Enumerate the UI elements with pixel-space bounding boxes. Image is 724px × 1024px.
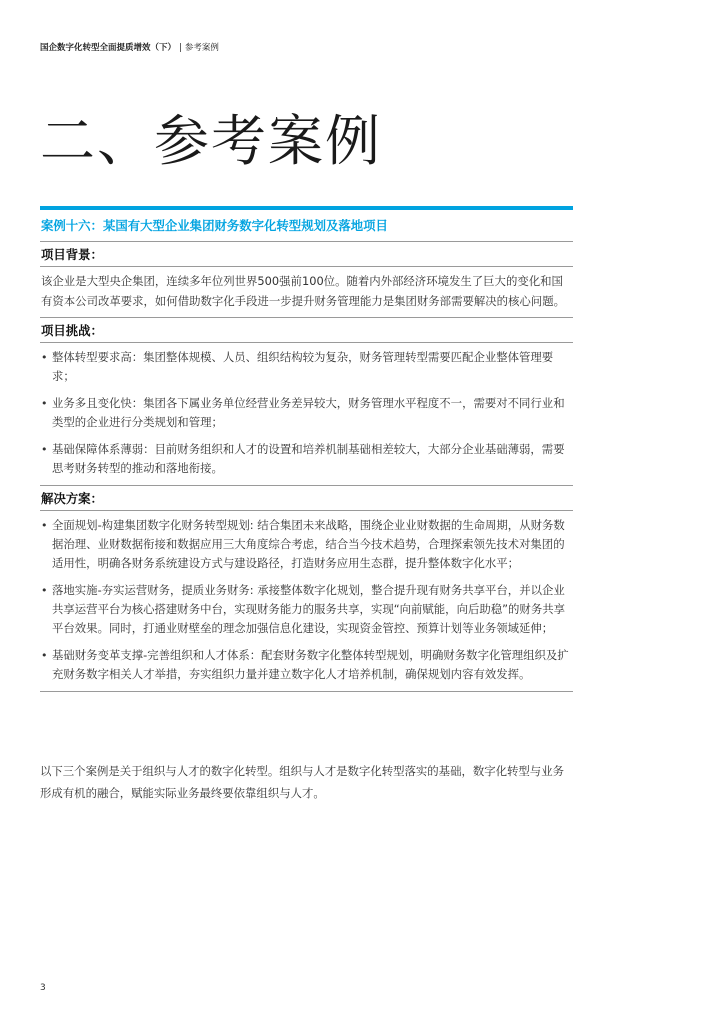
solution-list <box>40 511 573 691</box>
running-header <box>40 41 219 53</box>
section-name: 参考案例 <box>184 43 219 53</box>
bullet-icon: • <box>41 351 48 364</box>
challenges-heading: 项目挑战： <box>41 323 103 338</box>
list-item <box>40 516 573 573</box>
challenges-list <box>40 343 573 485</box>
bullet-icon: • <box>41 397 48 410</box>
list-item-text: 基础财务变革支撑-完善组织和人才体系：配套财务数字化整体转型规划，明确财务数字化管理组织及扩充财务数字相关人才举措，夯实组织力量并建立数字化人才培养机制，确保规划内容有效发挥。 <box>52 648 569 681</box>
bullet-icon: • <box>41 443 48 456</box>
bullet-icon: • <box>41 519 48 532</box>
header-separator: | <box>179 43 182 53</box>
section-divider <box>40 691 573 692</box>
background-heading: 项目背景： <box>41 247 103 262</box>
page-number: 3 <box>40 983 46 993</box>
bullet-icon: • <box>41 649 48 662</box>
page-title: 二、参考案例 <box>40 109 383 173</box>
case-title: 案例十六：某国有大型企业集团财务数字化转型规划及落地项目 <box>41 218 388 233</box>
case-study-box <box>40 206 573 692</box>
solution-heading: 解决方案： <box>41 491 103 506</box>
list-item-text: 全面规划-构建集团数字化财务转型规划: 结合集团未来战略，围绕企业业财数据的生命周期，从财务数据治理、业财数据衔接和数据应用三大角度综合考虑，结合当今技术趋势，合理探索领先技术对集团的适用性，明确各财务系统建设方式与建设路径，打造财务应用生态群，提升整体数字化水平； <box>52 518 565 570</box>
bullet-icon: • <box>41 584 48 597</box>
list-item <box>40 646 573 684</box>
list-item <box>40 581 573 638</box>
document-title: 国企数字化转型全面提质增效（下） <box>40 43 177 53</box>
closing-paragraph: 以下三个案例是关于组织与人才的数字化转型。组织与人才是数字化转型落实的基础，数字化转型与业务形成有机的融合，赋能实际业务最终要依靠组织与人才。 <box>40 764 564 800</box>
list-item <box>40 394 573 432</box>
list-item-text: 落地实施-夯实运营财务，提质业务财务: 承接整体数字化规划，整合提升现有财务共享平台，并以企业共享运营平台为核心搭建财务中台，实现财务能力的服务共享，实现“向前赋能，向后助稳”的财务共享平台效果。同时，打通业财壁垒的理念加强信息化建设，实现资金管控、预算计划等业务领域延伸； <box>52 583 565 635</box>
list-item-text: 业务多且变化快：集团各下属业务单位经营业务差异较大，财务管理水平程度不一，需要对不同行业和类型的企业进行分类规划和管理； <box>52 396 565 429</box>
list-item-text: 整体转型要求高：集团整体规模、人员、组织结构较为复杂，财务管理转型需要匹配企业整体管理要求； <box>52 350 554 383</box>
list-item-text: 基础保障体系薄弱：目前财务组织和人才的设置和培养机制基础相差较大，大部分企业基础薄弱，需要思考财务转型的推动和落地衔接。 <box>52 442 565 475</box>
background-text: 该企业是大型央企集团，连续多年位列世界500强前100位。随着内外部经济环境发生了巨大的变化和国有资本公司改革要求，如何借助数字化手段进一步提升财务管理能力是集团财务部需要解决的核心问题。 <box>41 274 565 308</box>
list-item <box>40 348 573 386</box>
list-item <box>40 440 573 478</box>
